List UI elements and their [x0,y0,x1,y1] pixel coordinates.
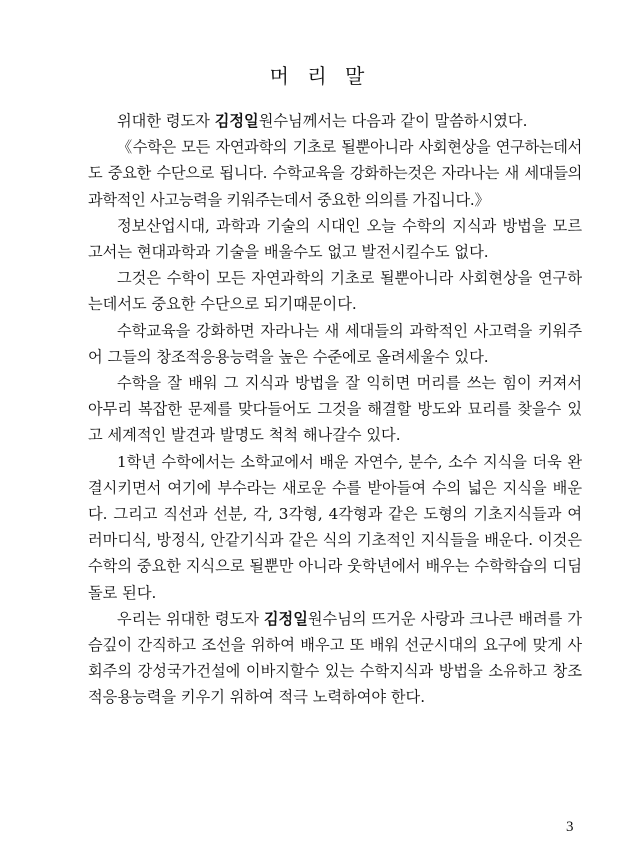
paragraph-3: 그것은 수학이 모든 자연과학의 기초로 될뿐아니라 사회현상을 연구하는데서도 중요한 수단으로 되기때문이다. [88,269,582,314]
closing-text-b: 원수님의 뜨거운 사랑과 크나큰 배려를 가슴깊이 간직하고 조선을 위하여 배우고 또 배워 선군시대의 요구에 맞게 사회주의 강성국가건설에 이바지할수 있는 수학지식과 방법을 소유하고 창조적응용능력을 키우기 위하여 적극 노력하여야 한다. [88,609,582,707]
paragraph-5: 수학을 잘 배워 그 지식과 방법을 잘 익히면 머리를 쓰는 힘이 커져서 아무리 복잡한 문제를 맞다들어도 그것을 해결할 방도와 묘리를 찾을수 있고 세계적인 발견과 발명도 척척 해나갈수 있다. [88,374,582,445]
paragraph-6: 1학년 수학에서는 소학교에서 배운 자연수, 분수, 소수 지식을 더욱 완결시키면서 여기에 부수라는 새로운 수를 받아들여 수의 넓은 지식을 배운다. 그리고 직선과 선분, 각, 3각형, 4각형과 같은 도형의 기초지식들과 여러마디식, 방정식, 안같기식과 같은 식의 기초적인 지식들을 배운다. 이것은 수학의 중요한 지식으로 될뿐만 아니라 웃학년에서 배우는 수학학습의 디딤돌로 된다. [88,452,582,602]
paragraph-2: 정보산업시대, 과학과 기술의 시대인 오늘 수학의 지식과 방법을 모르고서는 현대과학과 기술을 배울수도 없고 발전시킬수도 없다. [88,216,582,262]
paragraph-intro [88,108,582,134]
paragraph-quote: 《수학은 모든 자연과학의 기초로 될뿐아니라 사회현상을 연구하는데서도 중요한 수단으로 됩니다. 수학교육을 강화하는것은 자라나는 새 세대들의 과학적인 사고능력을 키워주는데서 중요한 의의를 가집니다.》 [88,138,582,209]
paragraph-4: 수학교육을 강화하면 자라나는 새 세대들의 과학적인 사고력을 키워주어 그들의 창조적응용능력을 높은 수준에로 올려세울수 있다. [88,321,582,366]
paragraph-7 [88,606,582,711]
leader-name: 김정일 [214,112,259,130]
leader-name-2: 김정일 [263,609,308,628]
preface-body [88,108,582,711]
intro-text-a: 위대한 령도자 [117,112,215,130]
intro-text-b: 원수님께서는 다음과 같이 말씀하시였다. [258,112,528,130]
closing-text-a: 우리는 위대한 령도자 [117,609,264,628]
page-title: 머 리 말 [269,64,371,88]
page-number: 3 [566,819,574,835]
